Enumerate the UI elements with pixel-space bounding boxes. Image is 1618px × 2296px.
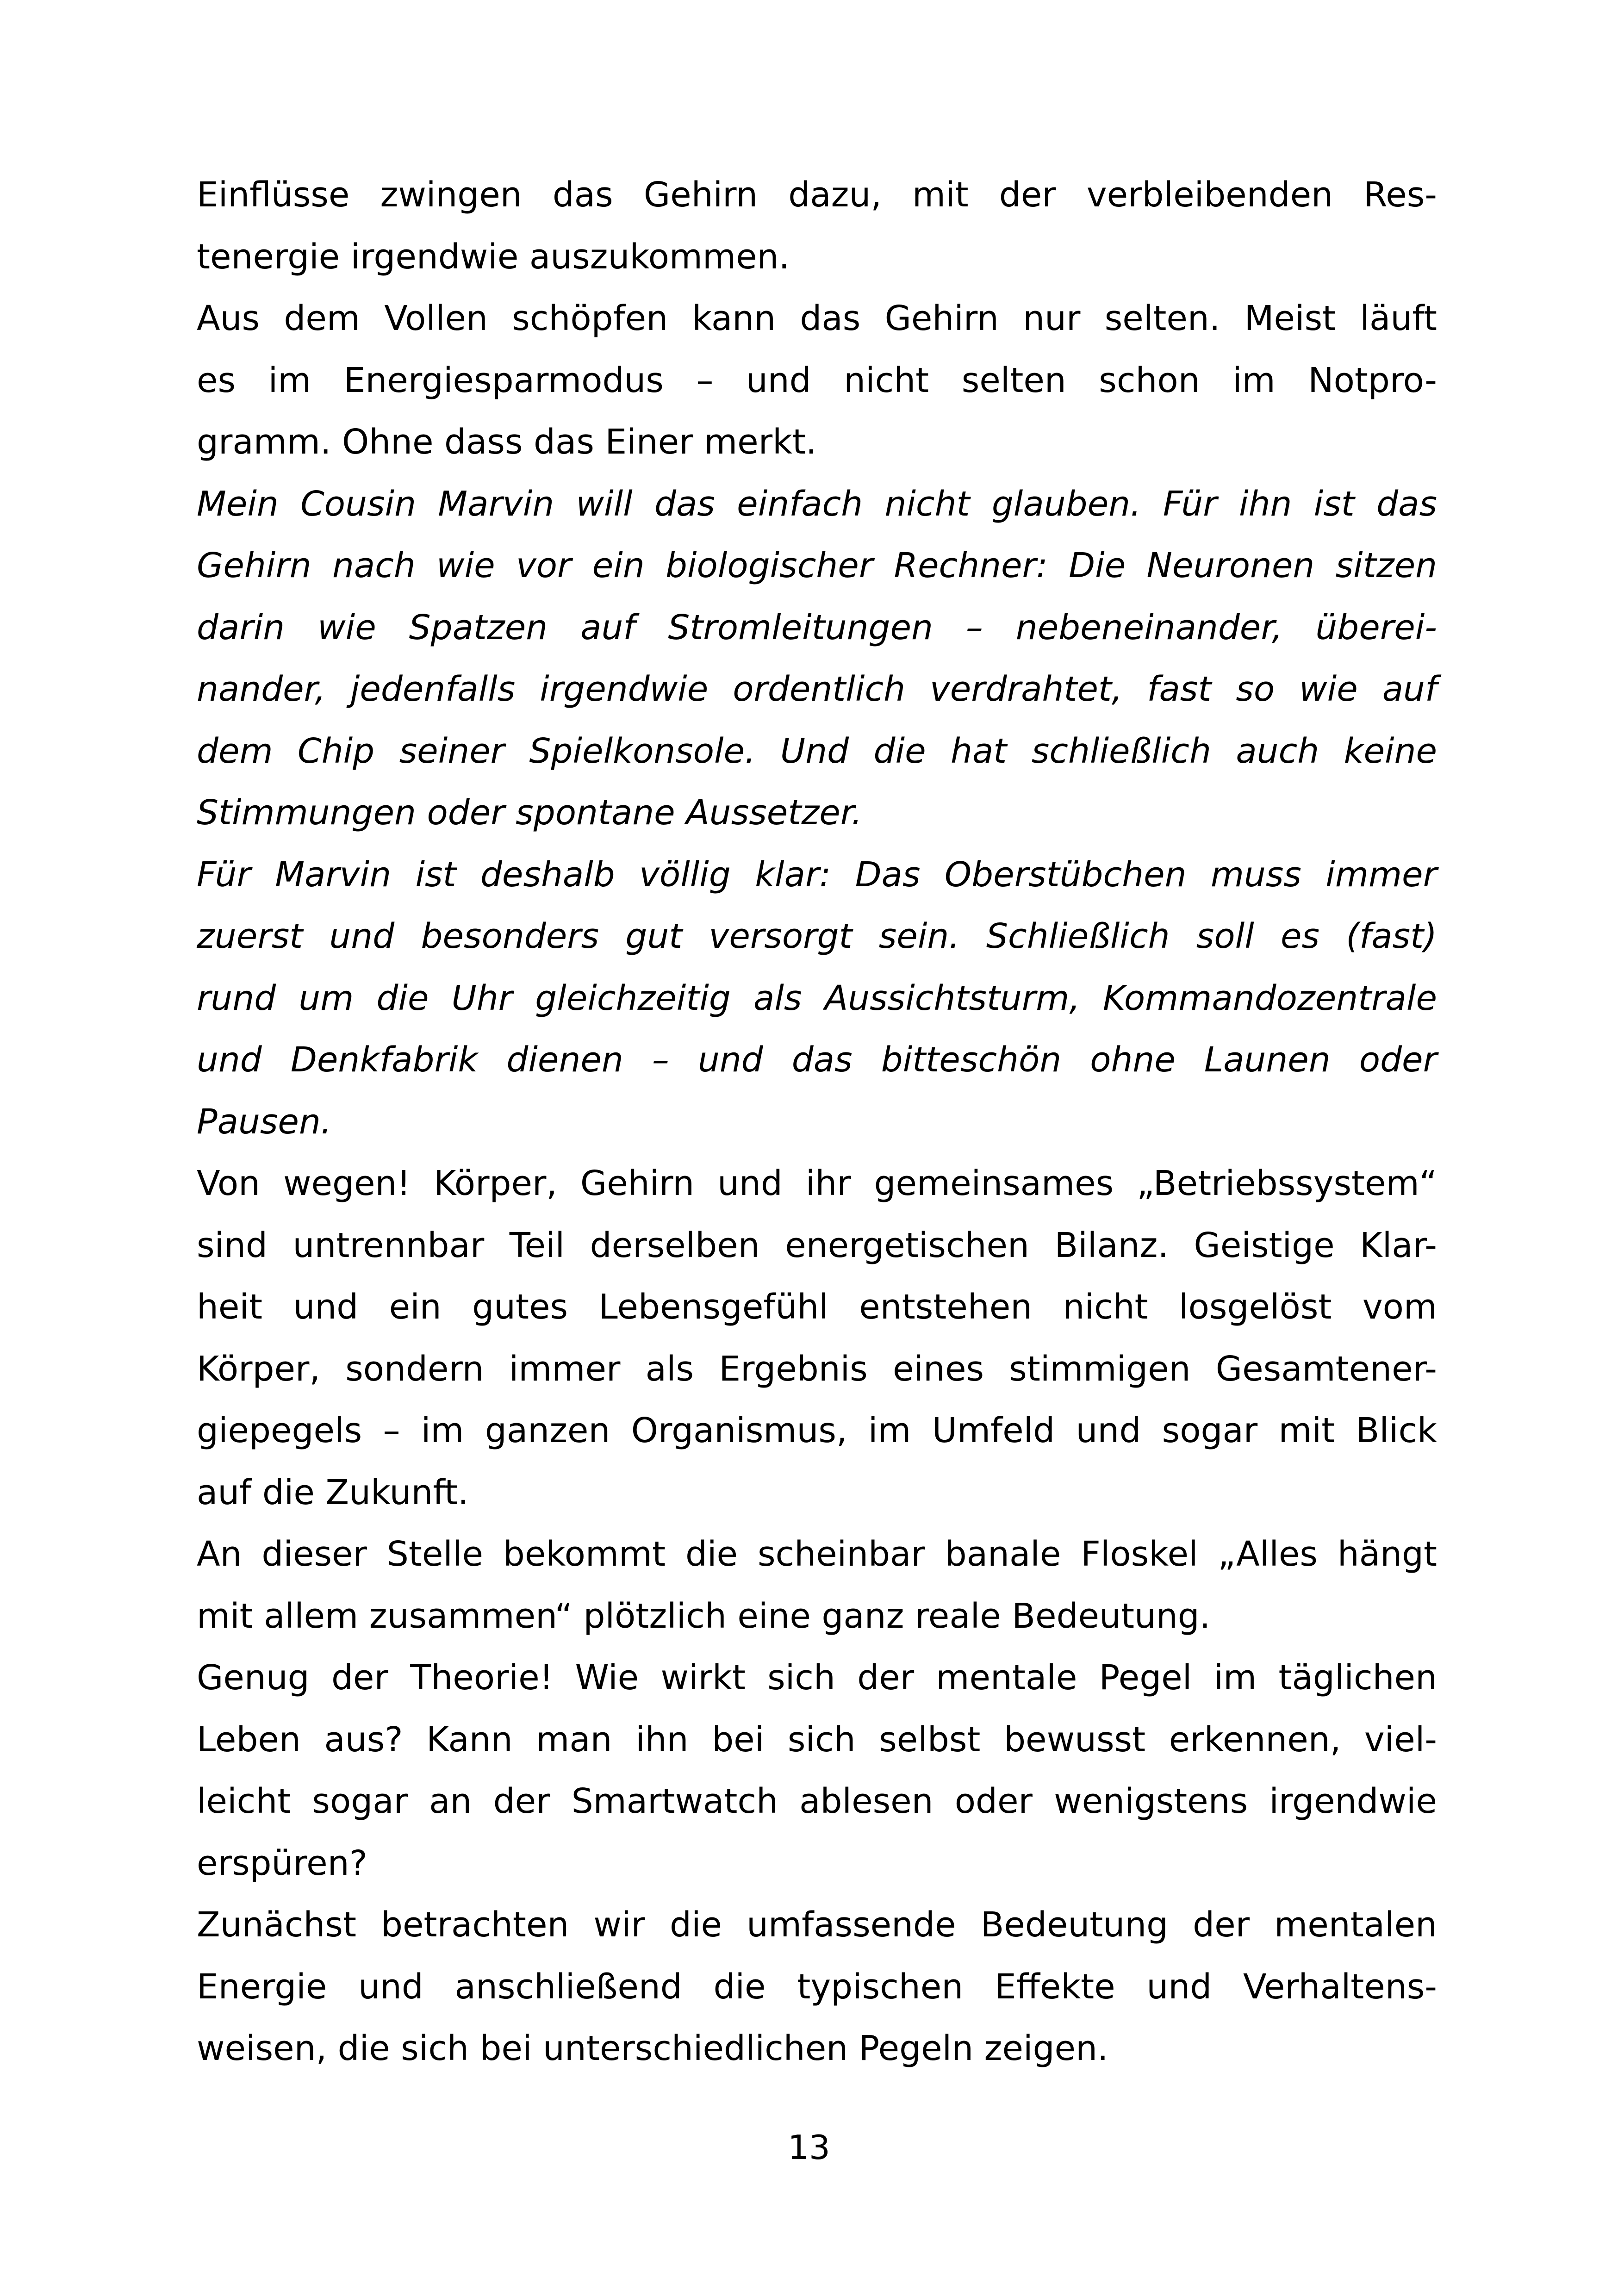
text-line: erspüren? [197, 1843, 367, 1883]
text-line: Einflüsse zwingen das Gehirn dazu, mit der verbleibenden Res- [197, 175, 1437, 215]
text-line: leicht sogar an der Smartwatch ablesen oder wenigstens irgendwie [197, 1781, 1437, 1821]
text-line: Zunächst betrachten wir die umfassende Bedeutung der mentalen [197, 1905, 1437, 1945]
body-text [197, 164, 1437, 2080]
text-line: giepegels – im ganzen Organismus, im Umfeld und sogar mit Blick [197, 1411, 1437, 1450]
text-line: An dieser Stelle bekommt die scheinbar banale Floskel „Alles hängt [197, 1534, 1437, 1574]
text-line: Körper, sondern immer als Ergebnis eines stimmigen Gesamtener- [197, 1349, 1437, 1389]
text-line: Aus dem Vollen schöpfen kann das Gehirn nur selten. Meist läuft [197, 299, 1437, 338]
text-line: auf die Zukunft. [197, 1472, 469, 1512]
paragraph [197, 1153, 1437, 1524]
paragraph [197, 1524, 1437, 1647]
text-line: darin wie Spatzen auf Stromleitungen – nebeneinander, überei- [197, 607, 1437, 647]
text-line: Leben aus? Kann man ihn bei sich selbst bewusst erkennen, viel- [197, 1719, 1437, 1760]
text-line: tenergie irgendwie auszukommen. [197, 236, 790, 277]
paragraph [197, 1894, 1437, 2080]
text-line: sind untrennbar Teil derselben energetischen Bilanz. Geistige Klar- [197, 1225, 1437, 1265]
text-line: Energie und anschließend die typischen Effekte und Verhaltens- [197, 1966, 1437, 2007]
text-line: Genug der Theorie! Wie wirkt sich der mentale Pegel im täglichen [197, 1658, 1437, 1698]
text-line: es im Energiesparmodus – und nicht selten schon im Notpro- [197, 360, 1437, 400]
text-line: dem Chip seiner Spielkonsole. Und die hat schließlich auch keine [197, 731, 1437, 771]
text-line: nander, jedenfalls irgendwie ordentlich verdrahtet, fast so wie auf [197, 669, 1437, 709]
page-number: 13 [788, 2128, 830, 2167]
text-line: Von wegen! Körper, Gehirn und ihr gemeinsames „Betriebssystem“ [197, 1164, 1437, 1203]
paragraph [197, 1647, 1437, 1894]
paragraph-italic [197, 473, 1437, 844]
text-line: und Denkfabrik dienen – und das bitteschön ohne Launen oder [197, 1040, 1437, 1080]
text-line: Gehirn nach wie vor ein biologischer Rechner: Die Neuronen sitzen [197, 546, 1437, 585]
paragraph [197, 288, 1437, 473]
text-line: weisen, die sich bei unterschiedlichen Pegeln zeigen. [197, 2028, 1108, 2068]
text-line: rund um die Uhr gleichzeitig als Aussichtsturm, Kommandozentrale [197, 978, 1437, 1018]
text-line: heit und ein gutes Lebensgefühl entstehen nicht losgelöst vom [197, 1287, 1437, 1327]
text-line: Stimmungen oder spontane Aussetzer. [197, 793, 862, 833]
text-line: mit allem zusammen“ plötzlich eine ganz reale Bedeutung. [197, 1596, 1211, 1636]
text-line: Pausen. [197, 1101, 332, 1142]
text-line: Mein Cousin Marvin will das einfach nicht glauben. Für ihn ist das [197, 484, 1437, 524]
text-line: Für Marvin ist deshalb völlig klar: Das Oberstübchen muss immer [197, 854, 1437, 895]
text-line: zuerst und besonders gut versorgt sein. Schließlich soll es (fast) [197, 916, 1437, 956]
paragraph-italic [197, 844, 1437, 1153]
text-line: gramm. Ohne dass das Einer merkt. [197, 422, 817, 462]
paragraph [197, 164, 1437, 288]
